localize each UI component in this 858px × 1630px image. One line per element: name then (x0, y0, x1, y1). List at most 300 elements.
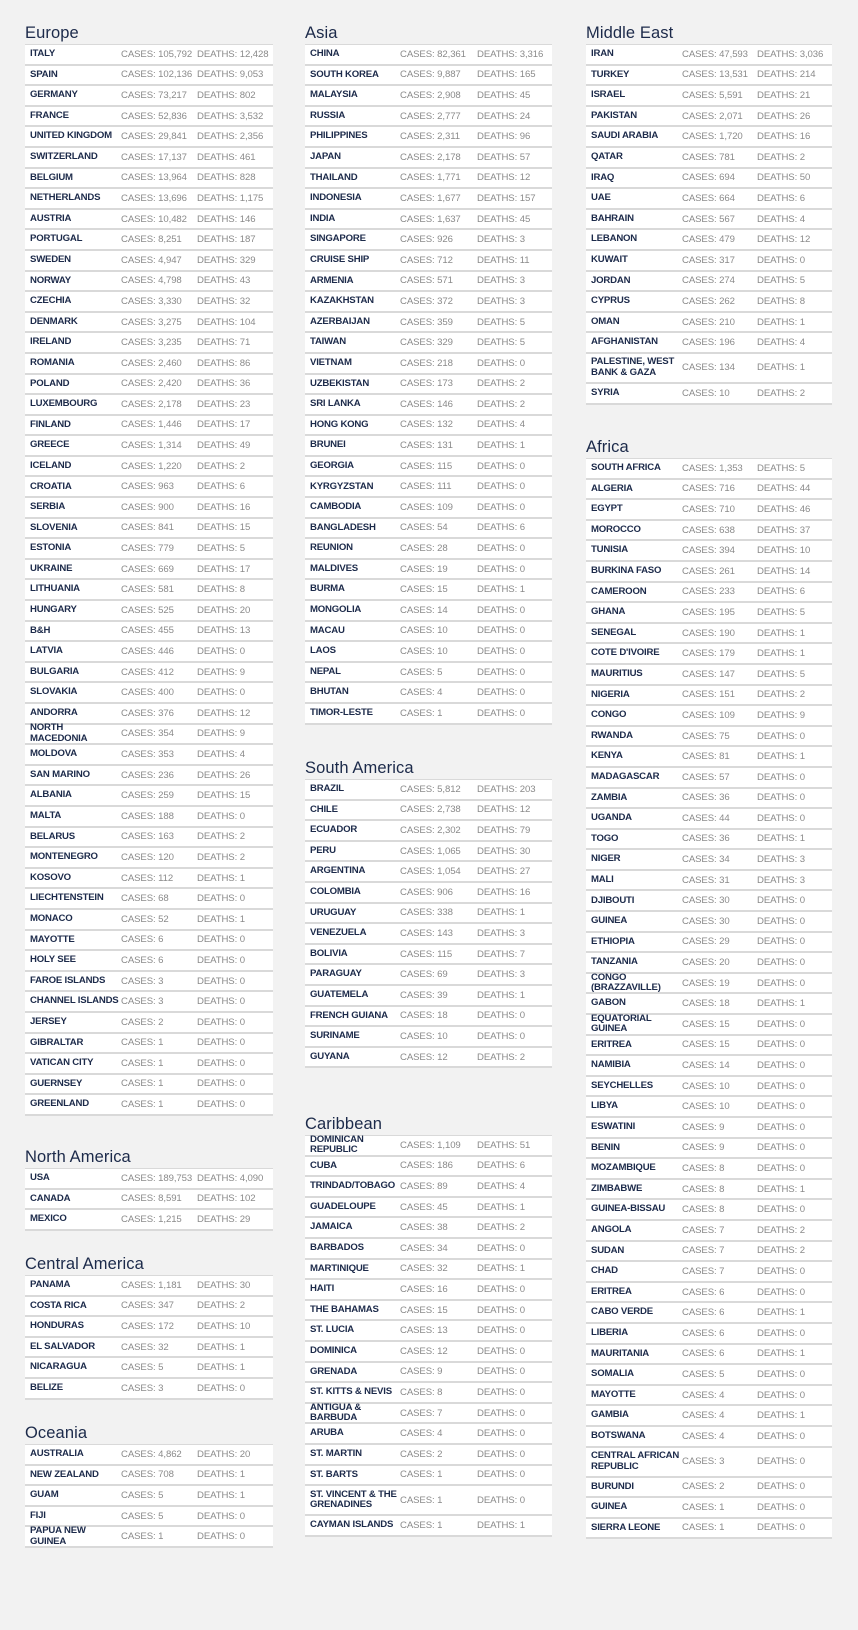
deaths-value: DEATHS: 2,356 (197, 131, 264, 143)
cases-value: CASES: 134 (682, 362, 735, 374)
country-name: AUSTRALIA (30, 1448, 84, 1460)
table-row (25, 1276, 273, 1297)
table-row (586, 66, 832, 87)
cases-value: CASES: 446 (121, 646, 174, 658)
cases-value: CASES: 52,836 (121, 110, 187, 122)
table-row (305, 1007, 552, 1028)
country-name: SPAIN (30, 68, 58, 80)
country-name: ST. MARTIN (310, 1447, 362, 1459)
country-name: VATICAN CITY (30, 1057, 94, 1069)
deaths-value: DEATHS: 50 (757, 172, 811, 184)
table-row (305, 965, 552, 986)
deaths-value: DEATHS: 0 (757, 254, 805, 266)
cases-value: CASES: 68 (121, 893, 169, 905)
table-row (586, 521, 832, 542)
cases-value: CASES: 3 (121, 975, 164, 987)
country-name: NORTH MACEDONIA (30, 722, 88, 744)
table-row (305, 477, 552, 498)
table-row (586, 747, 832, 768)
deaths-value: DEATHS: 0 (477, 707, 525, 719)
country-name: JORDAN (591, 274, 631, 286)
deaths-value: DEATHS: 3,316 (477, 48, 544, 60)
deaths-value: DEATHS: 0 (477, 1010, 525, 1022)
table-row (305, 148, 552, 169)
deaths-value: DEATHS: 802 (197, 89, 256, 101)
cases-value: CASES: 19 (400, 563, 448, 575)
country-table (25, 1275, 273, 1400)
cases-value: CASES: 32 (400, 1263, 448, 1275)
deaths-value: DEATHS: 5 (757, 462, 805, 474)
country-name: URUGUAY (310, 906, 357, 918)
cases-value: CASES: 841 (121, 522, 174, 534)
deaths-value: DEATHS: 2 (197, 460, 245, 472)
table-row (305, 127, 552, 148)
table-row (586, 1386, 832, 1407)
table-row (305, 375, 552, 396)
cases-value: CASES: 5 (121, 1510, 164, 1522)
cases-value: CASES: 112 (121, 872, 174, 884)
cases-value: CASES: 16 (400, 1283, 448, 1295)
country-name: NIGERIA (591, 688, 630, 700)
deaths-value: DEATHS: 0 (197, 1099, 245, 1111)
cases-value: CASES: 1 (400, 1469, 443, 1481)
cases-value: CASES: 1 (121, 1037, 164, 1049)
section-north-america (25, 1146, 273, 1231)
cases-value: CASES: 412 (121, 666, 174, 678)
cases-value: CASES: 3 (121, 1382, 164, 1394)
table-row (586, 1200, 832, 1221)
cases-value: CASES: 15 (682, 1039, 730, 1051)
country-name: MAYOTTE (591, 1388, 636, 1400)
country-name: SIERRA LEONE (591, 1521, 661, 1533)
table-row (305, 230, 552, 251)
table-row (25, 292, 273, 313)
country-name: SUDAN (591, 1244, 625, 1256)
table-row (305, 189, 552, 210)
deaths-value: DEATHS: 2 (757, 387, 805, 399)
deaths-value: DEATHS: 32 (197, 295, 251, 307)
country-name: B&H (30, 624, 51, 636)
deaths-value: DEATHS: 0 (477, 563, 525, 575)
cases-value: CASES: 13 (400, 1325, 448, 1337)
country-name: MOZAMBIQUE (591, 1162, 656, 1174)
table-row (305, 1239, 552, 1260)
cases-value: CASES: 190 (682, 627, 735, 639)
cases-value: CASES: 17,137 (121, 151, 187, 163)
table-row (305, 251, 552, 272)
country-name: MALDIVES (310, 562, 358, 574)
table-row (586, 1519, 832, 1540)
table-row (305, 642, 552, 663)
country-name: COSTA RICA (30, 1299, 87, 1311)
table-row (305, 1466, 552, 1487)
table-row (586, 1242, 832, 1263)
deaths-value: DEATHS: 4 (477, 1180, 525, 1192)
deaths-value: DEATHS: 5 (757, 275, 805, 287)
deaths-value: DEATHS: 0 (477, 1366, 525, 1378)
cases-value: CASES: 1,065 (400, 845, 461, 857)
country-name: ANGOLA (591, 1224, 632, 1236)
cases-value: CASES: 189,753 (121, 1172, 193, 1184)
country-name: ESWATINI (591, 1121, 636, 1133)
table-row (586, 1180, 832, 1201)
country-name: CHAD (591, 1265, 618, 1277)
country-name: KOSOVO (30, 871, 71, 883)
country-name: ITALY (30, 48, 56, 60)
deaths-value: DEATHS: 2 (197, 851, 245, 863)
section-title: Caribbean (305, 1115, 383, 1133)
deaths-value: DEATHS: 49 (197, 440, 251, 452)
section-title: Asia (305, 24, 338, 42)
country-name: BURMA (310, 583, 345, 595)
country-name: MAURITANIA (591, 1347, 650, 1359)
deaths-value: DEATHS: 1 (477, 1201, 525, 1213)
cases-value: CASES: 1,677 (400, 192, 461, 204)
country-name: LIBYA (591, 1100, 618, 1112)
country-name: MONTENEGRO (30, 851, 98, 863)
country-name: MEXICO (30, 1213, 67, 1225)
country-name: BANGLADESH (310, 521, 376, 533)
country-name: TURKEY (591, 68, 630, 80)
table-row (25, 1358, 273, 1379)
table-row (25, 1034, 273, 1055)
country-name: DOMINICAN REPUBLIC (310, 1133, 364, 1156)
cases-value: CASES: 29 (682, 936, 730, 948)
country-name: GUINEA (591, 915, 628, 927)
deaths-value: DEATHS: 4,090 (197, 1172, 264, 1184)
country-name: CROATIA (30, 480, 72, 492)
cases-value: CASES: 102,136 (121, 69, 193, 81)
deaths-value: DEATHS: 0 (757, 1389, 805, 1401)
cases-value: CASES: 109 (400, 501, 453, 513)
deaths-value: DEATHS: 0 (757, 1430, 805, 1442)
country-name: CAYMAN ISLANDS (310, 1519, 394, 1531)
country-name: TUNISIA (591, 544, 628, 556)
cases-value: CASES: 18 (682, 998, 730, 1010)
deaths-value: DEATHS: 0 (477, 1407, 525, 1419)
deaths-value: DEATHS: 0 (757, 895, 805, 907)
country-name: AFGHANISTAN (591, 336, 658, 348)
country-name: REUNION (310, 542, 353, 554)
country-name: CAMEROON (591, 585, 647, 597)
cases-value: CASES: 338 (400, 907, 453, 919)
deaths-value: DEATHS: 6 (757, 586, 805, 598)
country-name: DENMARK (30, 315, 78, 327)
deaths-value: DEATHS: 3 (757, 854, 805, 866)
deaths-value: DEATHS: 5 (477, 316, 525, 328)
country-name: CANADA (30, 1192, 71, 1204)
table-row (586, 127, 832, 148)
table-row (25, 1054, 273, 1075)
deaths-value: DEATHS: 46 (757, 503, 811, 515)
country-name: BELGIUM (30, 171, 73, 183)
country-name: TOGO (591, 832, 619, 844)
table-row (25, 580, 273, 601)
country-name: USA (30, 1172, 50, 1184)
deaths-value: DEATHS: 0 (197, 1037, 245, 1049)
cases-value: CASES: 5 (121, 1489, 164, 1501)
cases-value: CASES: 57 (682, 771, 730, 783)
deaths-value: DEATHS: 0 (757, 1368, 805, 1380)
cases-value: CASES: 4 (400, 1428, 443, 1440)
cases-value: CASES: 14 (400, 604, 448, 616)
country-name: EGYPT (591, 503, 623, 515)
table-row (25, 1095, 273, 1116)
cases-value: CASES: 19 (682, 977, 730, 989)
cases-value: CASES: 188 (121, 810, 174, 822)
deaths-value: DEATHS: 3 (477, 927, 525, 939)
table-row (305, 1048, 552, 1069)
country-name: LITHUANIA (30, 583, 80, 595)
deaths-value: DEATHS: 2 (757, 1245, 805, 1257)
table-row (586, 384, 832, 405)
cases-value: CASES: 963 (121, 481, 174, 493)
table-row (25, 230, 273, 251)
cases-value: CASES: 664 (682, 192, 735, 204)
table-row (586, 1077, 832, 1098)
table-row (25, 169, 273, 190)
country-name: SLOVAKIA (30, 686, 78, 698)
deaths-value: DEATHS: 461 (197, 151, 256, 163)
country-name: PERU (310, 844, 336, 856)
table-row (586, 1303, 832, 1324)
country-name: ARUBA (310, 1427, 344, 1439)
table-row (25, 601, 273, 622)
country-name: UKRAINE (30, 562, 73, 574)
deaths-value: DEATHS: 45 (477, 213, 531, 225)
cases-value: CASES: 372 (400, 295, 453, 307)
table-row (25, 148, 273, 169)
deaths-value: DEATHS: 0 (757, 1265, 805, 1277)
table-row (305, 622, 552, 643)
deaths-value: DEATHS: 0 (197, 1510, 245, 1522)
cases-value: CASES: 15 (400, 1304, 448, 1316)
country-name: ROMANIA (30, 356, 75, 368)
table-row (586, 809, 832, 830)
deaths-value: DEATHS: 7 (477, 948, 525, 960)
cases-value: CASES: 716 (682, 483, 735, 495)
table-row (25, 519, 273, 540)
cases-value: CASES: 186 (400, 1160, 453, 1172)
cases-value: CASES: 233 (682, 586, 735, 598)
cases-value: CASES: 13,531 (682, 69, 748, 81)
deaths-value: DEATHS: 203 (477, 783, 536, 795)
deaths-value: DEATHS: 0 (757, 915, 805, 927)
country-name: PARAGUAY (310, 968, 362, 980)
deaths-value: DEATHS: 43 (197, 275, 251, 287)
country-name: ANDORRA (30, 707, 78, 719)
country-name: BOLIVIA (310, 947, 348, 959)
deaths-value: DEATHS: 16 (757, 131, 811, 143)
deaths-value: DEATHS: 26 (757, 110, 811, 122)
deaths-value: DEATHS: 1 (757, 1348, 805, 1360)
table-row (25, 972, 273, 993)
country-name: SLOVENIA (30, 521, 78, 533)
deaths-value: DEATHS: 4 (197, 748, 245, 760)
table-row (25, 1317, 273, 1338)
deaths-value: DEATHS: 0 (197, 1078, 245, 1090)
country-name: LEBANON (591, 233, 638, 245)
country-name: CHANNEL ISLANDS (30, 995, 119, 1007)
cases-value: CASES: 4,947 (121, 254, 182, 266)
cases-value: CASES: 6 (682, 1327, 725, 1339)
country-name: GRENADA (310, 1365, 358, 1377)
cases-value: CASES: 1,181 (121, 1279, 182, 1291)
deaths-value: DEATHS: 0 (757, 1121, 805, 1133)
cases-value: CASES: 10 (682, 1080, 730, 1092)
table-row (305, 1445, 552, 1466)
deaths-value: DEATHS: 29 (197, 1213, 251, 1225)
table-row (586, 1365, 832, 1386)
deaths-value: DEATHS: 0 (477, 687, 525, 699)
country-name: HAITI (310, 1283, 335, 1295)
deaths-value: DEATHS: 0 (197, 687, 245, 699)
table-row (586, 1097, 832, 1118)
country-name: MADAGASCAR (591, 770, 660, 782)
country-name: MACAU (310, 624, 345, 636)
cases-value: CASES: 73,217 (121, 89, 187, 101)
deaths-value: DEATHS: 45 (477, 89, 531, 101)
country-name: DJIBOUTI (591, 894, 635, 906)
cases-value: CASES: 4,798 (121, 275, 182, 287)
table-row (25, 1338, 273, 1359)
table-row (586, 994, 832, 1015)
deaths-value: DEATHS: 0 (757, 957, 805, 969)
deaths-value: DEATHS: 0 (477, 1494, 525, 1506)
table-row (25, 848, 273, 869)
cases-value: CASES: 7 (682, 1245, 725, 1257)
cases-value: CASES: 376 (121, 707, 174, 719)
country-name: DOMINICA (310, 1344, 357, 1356)
table-row (586, 624, 832, 645)
deaths-value: DEATHS: 0 (477, 1386, 525, 1398)
country-name: MAURITIUS (591, 667, 643, 679)
cases-value: CASES: 2,777 (400, 110, 461, 122)
country-name: SRI LANKA (310, 398, 361, 410)
table-row (25, 457, 273, 478)
country-name: ISRAEL (591, 89, 625, 101)
deaths-value: DEATHS: 1 (197, 913, 245, 925)
table-row (25, 910, 273, 931)
cases-value: CASES: 781 (682, 151, 735, 163)
table-row (25, 539, 273, 560)
section-middle-east (586, 22, 832, 405)
table-row (305, 904, 552, 925)
deaths-value: DEATHS: 16 (477, 886, 531, 898)
deaths-value: DEATHS: 21 (757, 89, 811, 101)
section-central-america (25, 1253, 273, 1400)
cases-value: CASES: 146 (400, 398, 453, 410)
table-row (305, 416, 552, 437)
country-name: BAHRAIN (591, 212, 634, 224)
deaths-value: DEATHS: 0 (477, 1448, 525, 1460)
deaths-value: DEATHS: 1 (197, 872, 245, 884)
country-name: NETHERLANDS (30, 192, 101, 204)
country-name: CONGO (BRAZZAVILLE) (591, 971, 661, 994)
cases-value: CASES: 2,178 (121, 398, 182, 410)
cases-value: CASES: 2,908 (400, 89, 461, 101)
deaths-value: DEATHS: 0 (757, 977, 805, 989)
deaths-value: DEATHS: 0 (477, 481, 525, 493)
table-row (25, 416, 273, 437)
table-row (25, 622, 273, 643)
cases-value: CASES: 5 (121, 1362, 164, 1374)
deaths-value: DEATHS: 0 (757, 1142, 805, 1154)
deaths-value: DEATHS: 0 (477, 1242, 525, 1254)
table-row (305, 560, 552, 581)
deaths-value: DEATHS: 9,053 (197, 69, 264, 81)
cases-value: CASES: 8 (400, 1386, 443, 1398)
cases-value: CASES: 4 (400, 687, 443, 699)
cases-value: CASES: 89 (400, 1180, 448, 1192)
table-row (586, 169, 832, 190)
cases-value: CASES: 7 (682, 1224, 725, 1236)
cases-value: CASES: 196 (682, 337, 735, 349)
country-name: HONDURAS (30, 1320, 84, 1332)
cases-value: CASES: 31 (682, 874, 730, 886)
cases-value: CASES: 9 (682, 1142, 725, 1154)
cases-value: CASES: 3,275 (121, 316, 182, 328)
table-row (586, 665, 832, 686)
country-table (586, 44, 832, 405)
country-name: CENTRAL AFRICAN REPUBLIC (591, 1450, 680, 1472)
deaths-value: DEATHS: 2 (477, 1222, 525, 1234)
cases-value: CASES: 30 (682, 895, 730, 907)
table-row (305, 862, 552, 883)
table-row (305, 1516, 552, 1537)
table-row (586, 500, 832, 521)
deaths-value: DEATHS: 1 (757, 362, 805, 374)
country-name: BELARUS (30, 830, 75, 842)
table-row (305, 986, 552, 1007)
table-row (305, 86, 552, 107)
cases-value: CASES: 317 (682, 254, 735, 266)
country-name: GAMBIA (591, 1409, 629, 1421)
table-row (305, 539, 552, 560)
deaths-value: DEATHS: 2 (197, 831, 245, 843)
deaths-value: DEATHS: 20 (197, 604, 251, 616)
country-table (25, 1168, 273, 1231)
table-row (586, 230, 832, 251)
cases-value: CASES: 82,361 (400, 48, 466, 60)
deaths-value: DEATHS: 8 (197, 584, 245, 596)
cases-value: CASES: 1,220 (121, 460, 182, 472)
table-row (586, 891, 832, 912)
table-row (25, 1527, 273, 1548)
table-row (25, 45, 273, 66)
country-name: COLOMBIA (310, 886, 361, 898)
cases-value: CASES: 147 (682, 668, 735, 680)
country-name: ST. KITTS & NEVIS (310, 1386, 392, 1398)
cases-value: CASES: 2 (400, 1448, 443, 1460)
section-title: Central America (25, 1255, 144, 1273)
section-title: South America (305, 759, 414, 777)
deaths-value: DEATHS: 27 (477, 866, 531, 878)
cases-value: CASES: 111 (400, 481, 452, 493)
country-name: LIECHTENSTEIN (30, 892, 104, 904)
cases-value: CASES: 5 (682, 1368, 725, 1380)
cases-value: CASES: 400 (121, 687, 174, 699)
deaths-value: DEATHS: 30 (197, 1279, 251, 1291)
deaths-value: DEATHS: 6 (197, 481, 245, 493)
table-row (25, 375, 273, 396)
cases-value: CASES: 3 (682, 1456, 725, 1467)
table-row (25, 107, 273, 128)
table-row (25, 86, 273, 107)
deaths-value: DEATHS: 36 (197, 378, 251, 390)
country-name: GABON (591, 997, 626, 1009)
deaths-value: DEATHS: 0 (477, 1469, 525, 1481)
